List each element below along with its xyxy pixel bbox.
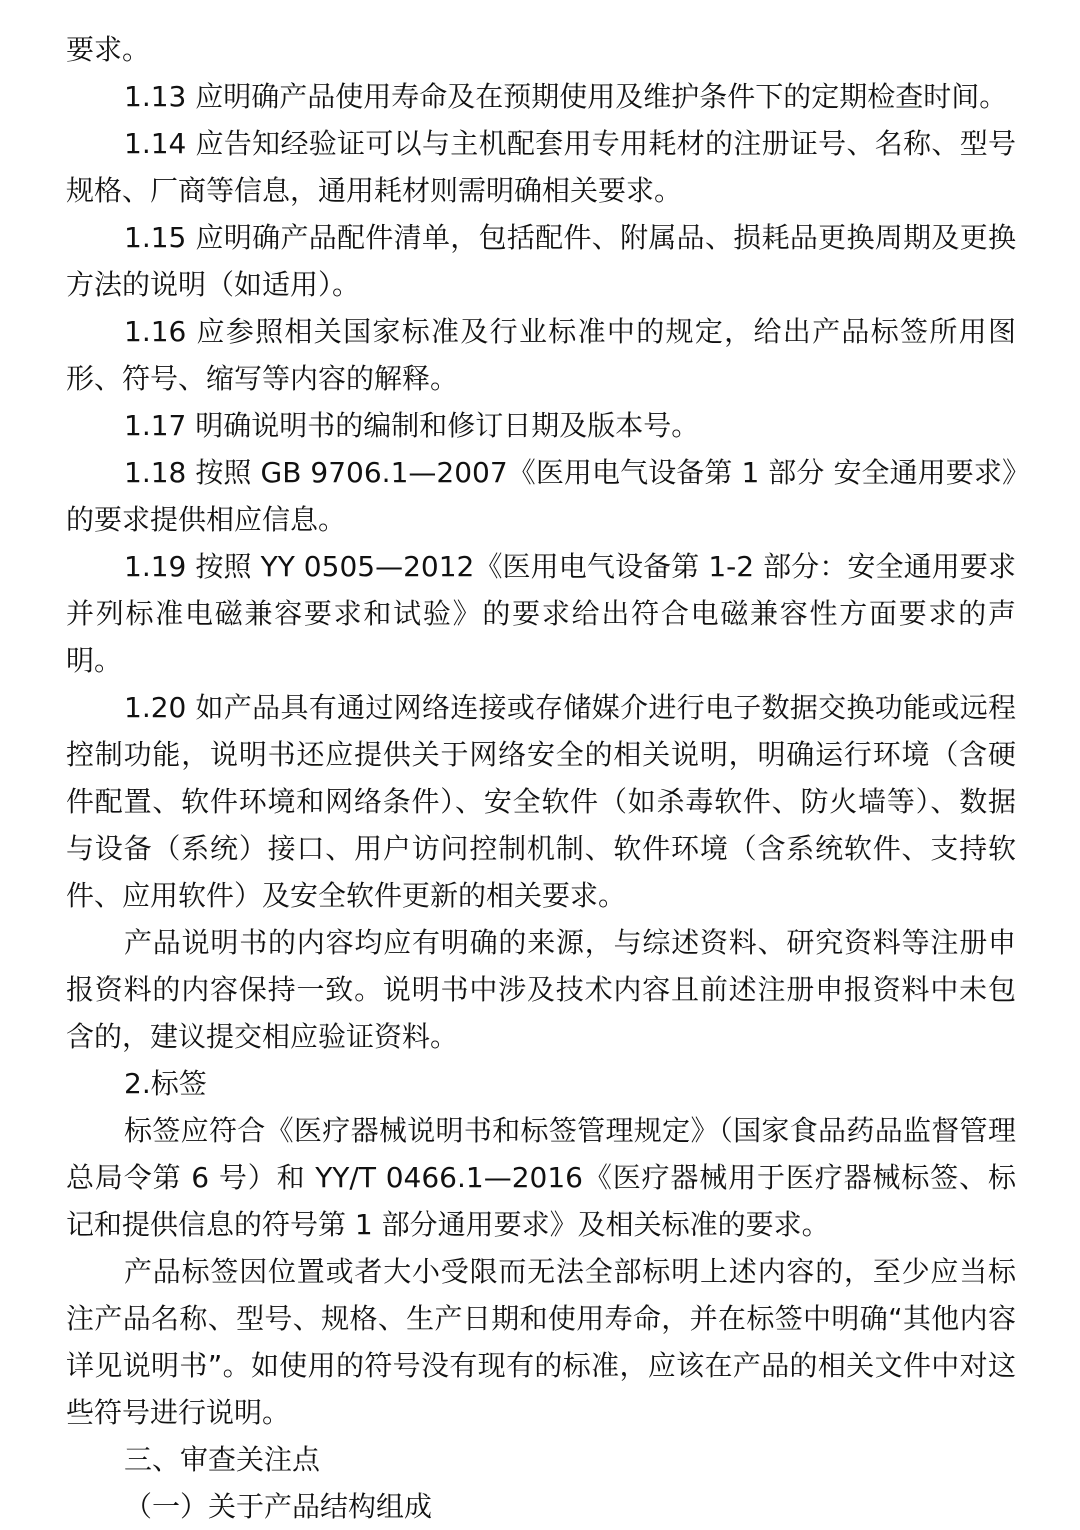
- paragraph-1-19: 1.19 按照 YY 0505—2012《医用电气设备第 1-2 部分：安全通用要求并列标准电磁兼容要求和试验》的要求给出符合电磁兼容性方面要求的声明。: [66, 550, 1016, 677]
- paragraph-manual-source: 产品说明书的内容均应有明确的来源，与综述资料、研究资料等注册申报资料的内容保持一致。说明书中涉及技术内容且前述注册申报资料中未包含的，建议提交相应验证资料。: [66, 926, 1016, 1053]
- section-heading-label: 2.标签: [124, 1067, 207, 1100]
- paragraph-label-requirements: 标签应符合《医疗器械说明书和标签管理规定》（国家食品药品监督管理总局令第 6 号）和 YY/T 0466.1—2016《医疗器械用于医疗器械标签、标记和提供信息的符号第 1 部分通用要求》及相关标准的要求。: [66, 1114, 1016, 1241]
- paragraph-1-20: 1.20 如产品具有通过网络连接或存储媒介进行电子数据交换功能或远程控制功能，说明书还应提供关于网络安全的相关说明，明确运行环境（含硬件配置、软件环境和网络条件）、安全软件（如杀毒软件、防火墙等）、数据与设备（系统）接口、用户访问控制机制、软件环境（含系统软件、支持软件、应用软件）及安全软件更新的相关要求。: [66, 691, 1016, 912]
- paragraph-1-16: 1.16 应参照相关国家标准及行业标准中的规定，给出产品标签所用图形、符号、缩写等内容的解释。: [66, 315, 1016, 395]
- paragraph-continuation: 要求。: [66, 33, 151, 66]
- paragraph-1-13: 1.13 应明确产品使用寿命及在预期使用及维护条件下的定期检查时间。: [124, 80, 1008, 113]
- paragraph-1-17: 1.17 明确说明书的编制和修订日期及版本号。: [124, 409, 700, 442]
- paragraph-label-limited: 产品标签因位置或者大小受限而无法全部标明上述内容的，至少应当标注产品名称、型号、规格、生产日期和使用寿命，并在标签中明确“其他内容详见说明书”。如使用的符号没有现有的标准，应该在产品的相关文件中对这些符号进行说明。: [66, 1255, 1016, 1429]
- document-body: [66, 26, 1016, 1530]
- paragraph-1-14: 1.14 应告知经验证可以与主机配套用专用耗材的注册证号、名称、型号规格、厂商等信息，通用耗材则需明确相关要求。: [66, 127, 1016, 207]
- paragraph-1-15: 1.15 应明确产品配件清单，包括配件、附属品、损耗品更换周期及更换方法的说明（如适用）。: [66, 221, 1016, 301]
- section-heading-review: 三、审查关注点: [124, 1443, 321, 1476]
- paragraph-1-18: 1.18 按照 GB 9706.1—2007《医用电气设备第 1 部分 安全通用要求》的要求提供相应信息。: [66, 456, 1016, 536]
- subsection-heading-structure: （一）关于产品结构组成: [124, 1490, 433, 1523]
